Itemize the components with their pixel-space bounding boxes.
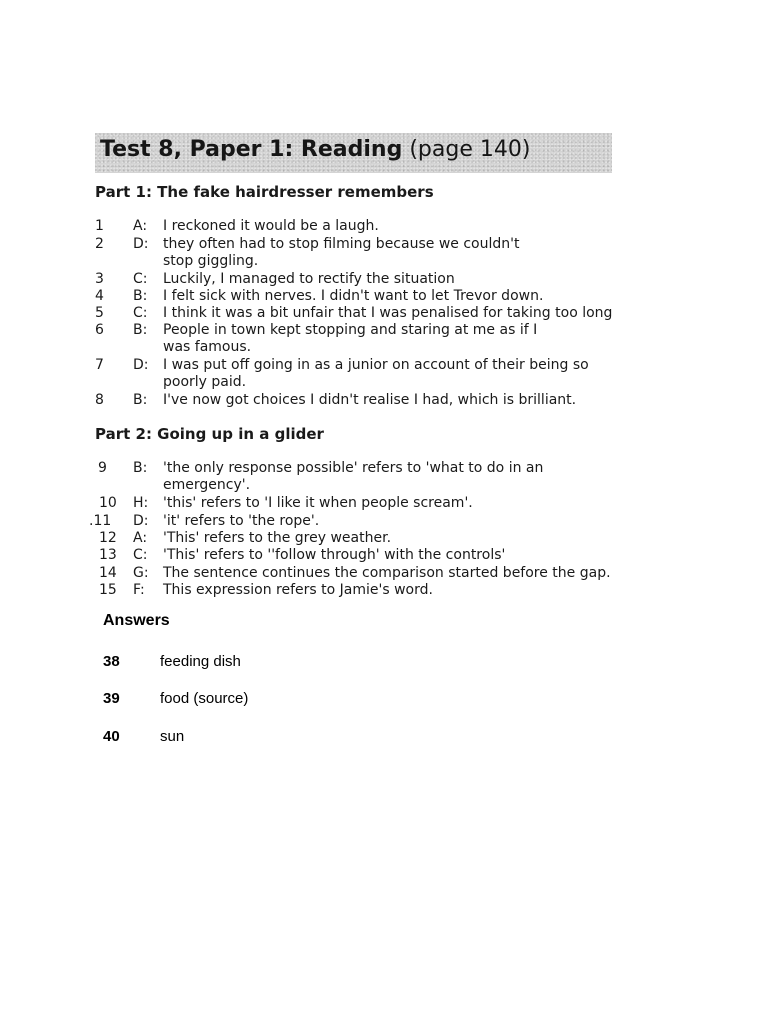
answer-letter: B:	[133, 460, 148, 476]
part1-heading: Part 1: The fake hairdresser remembers	[95, 183, 434, 201]
answer-text: they often had to stop filming because we couldn't	[163, 236, 520, 252]
answers-text: food (source)	[160, 690, 249, 707]
answer-text: I've now got choices I didn't realise I had, which is brilliant.	[163, 392, 577, 408]
answer-text: I felt sick with nerves. I didn't want to let Trevor down.	[163, 288, 544, 304]
answer-letter: G:	[133, 565, 149, 581]
answer-letter: D:	[133, 357, 149, 373]
answer-letter: H:	[133, 495, 149, 511]
answer-letter: D:	[133, 236, 149, 252]
answer-letter: D:	[133, 513, 149, 529]
answer-text: Luckily, I managed to rectify the situation	[163, 271, 455, 287]
answer-number: 5	[95, 305, 104, 321]
title-main: Test 8, Paper 1: Reading	[100, 137, 403, 162]
answer-number: 14	[99, 565, 117, 581]
answer-text: 'This' refers to ''follow through' with the controls'	[163, 547, 506, 563]
answers-number: 38	[103, 653, 120, 670]
answer-text-continued: poorly paid.	[163, 374, 247, 390]
answer-text: I reckoned it would be a laugh.	[163, 218, 379, 234]
title-page-ref: (page 140)	[402, 137, 531, 162]
answer-number: .11	[89, 513, 112, 529]
answer-number: 3	[95, 271, 104, 287]
answer-number: 1	[95, 218, 104, 234]
answer-number: 6	[95, 322, 104, 338]
answer-text: 'the only response possible' refers to 'what to do in an	[163, 460, 544, 476]
answer-text-continued: emergency'.	[163, 477, 251, 493]
answer-letter: F:	[133, 582, 145, 598]
answer-text: This expression refers to Jamie's word.	[163, 582, 433, 598]
answer-number: 4	[95, 288, 104, 304]
answer-text-continued: stop giggling.	[163, 253, 259, 269]
answer-letter: C:	[133, 305, 148, 321]
answer-number: 10	[99, 495, 117, 511]
answer-text: The sentence continues the comparison started before the gap.	[163, 565, 611, 581]
answer-number: 7	[95, 357, 104, 373]
answers-number: 40	[103, 728, 120, 745]
answer-letter: A:	[133, 218, 148, 234]
answer-letter: C:	[133, 547, 148, 563]
answer-number: 2	[95, 236, 104, 252]
answer-letter: C:	[133, 271, 148, 287]
answers-text: feeding dish	[160, 653, 241, 670]
title-band	[95, 133, 612, 173]
answer-number: 12	[99, 530, 117, 546]
page-title	[100, 137, 530, 162]
answer-letter: A:	[133, 530, 148, 546]
answer-letter: B:	[133, 288, 148, 304]
scanned-answer-key	[89, 133, 613, 605]
answer-text-continued: was famous.	[163, 339, 252, 355]
answers-number: 39	[103, 690, 120, 707]
answer-number: 8	[95, 392, 104, 408]
answer-number: 9	[98, 460, 107, 476]
answer-letter: B:	[133, 322, 148, 338]
answer-text: 'it' refers to 'the rope'.	[163, 513, 320, 529]
answer-text: 'this' refers to 'I like it when people scream'.	[163, 495, 473, 511]
answer-text: I was put off going in as a junior on account of their being so	[163, 357, 589, 373]
answers-heading: Answers	[103, 612, 170, 629]
answer-text: I think it was a bit unfair that I was penalised for taking too long	[163, 305, 613, 321]
part2-heading: Part 2: Going up in a glider	[95, 425, 324, 443]
answer-text: People in town kept stopping and staring at me as if I	[163, 322, 538, 338]
answer-number: 15	[99, 582, 117, 598]
answer-number: 13	[99, 547, 117, 563]
answers-text: sun	[160, 728, 185, 745]
answer-letter: B:	[133, 392, 148, 408]
answer-text: 'This' refers to the grey weather.	[163, 530, 392, 546]
